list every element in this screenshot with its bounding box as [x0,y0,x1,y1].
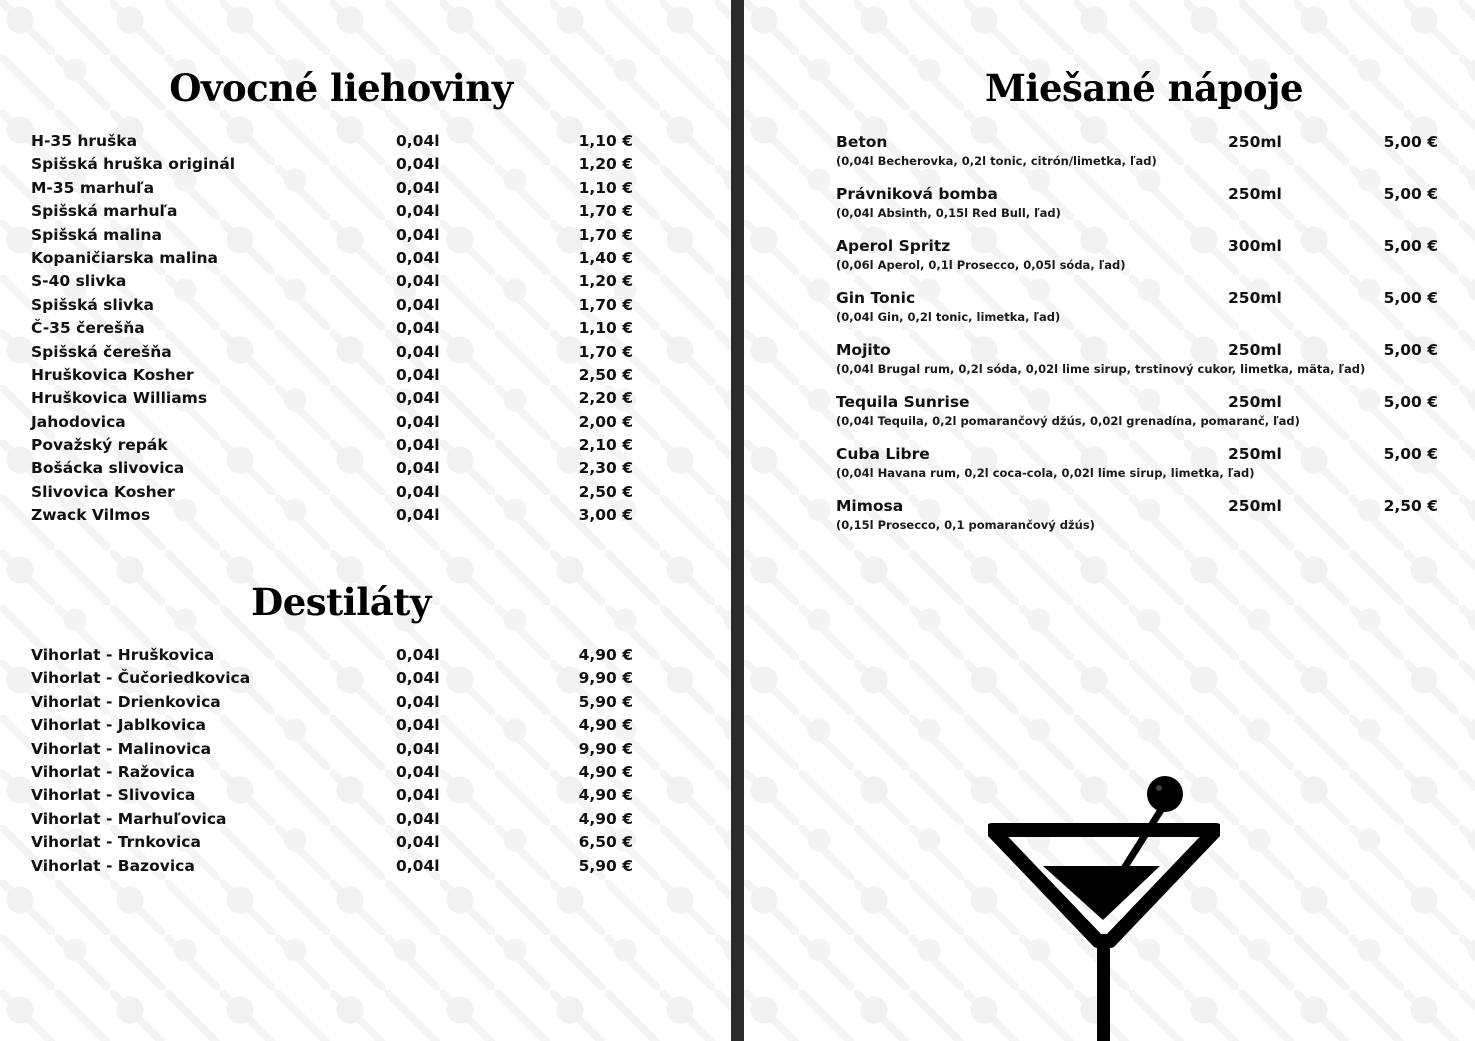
menu-item-row [31,177,633,200]
drink-volume: 250ml [1228,497,1282,515]
item-price: 3,00 € [578,506,633,525]
drink-name: Cuba Libre [836,445,930,463]
distillates-list [31,644,633,878]
item-name: Vihorlat - Čučoriedkovica [31,669,251,688]
item-name: Zwack Vilmos [31,506,151,525]
drink-price: 5,00 € [1383,185,1438,203]
item-volume: 0,04l [396,482,440,501]
drink-price: 5,00 € [1383,445,1438,463]
menu-item-row [31,457,633,480]
item-name: Jahodovica [31,412,126,431]
item-volume: 0,04l [396,248,440,267]
drink-ingredients: (0,06l Aperol, 0,1l Prosecco, 0,05l sóda, ľad) [836,258,1126,272]
item-volume: 0,04l [396,272,440,291]
menu-item-row [31,317,633,340]
drink-name: Mojito [836,341,891,359]
menu-item-row [31,481,633,504]
drink-price: 5,00 € [1383,237,1438,255]
item-volume: 0,04l [396,833,440,852]
drink-name: Gin Tonic [836,289,916,307]
menu-item-row [31,387,633,410]
menu-item-row [31,667,633,690]
menu-item-row [31,411,633,434]
drink-price: 5,00 € [1383,133,1438,151]
item-name: Vihorlat - Jablkovica [31,716,207,735]
item-name: Spišská hruška originál [31,155,236,174]
martini-glass-icon [988,768,1220,1041]
item-volume: 0,04l [396,646,440,664]
item-price: 1,20 € [578,272,633,291]
item-name: Spišská malina [31,225,162,244]
item-volume: 0,04l [396,132,440,150]
drink-price: 5,00 € [1383,289,1438,307]
item-price: 1,70 € [578,225,633,244]
menu-item-row [31,200,633,223]
drink-ingredients: (0,15l Prosecco, 0,1 pomarančový džús) [836,518,1095,532]
item-price: 5,90 € [578,856,633,875]
item-price: 2,00 € [578,412,633,431]
menu-item-row [31,341,633,364]
menu-item-row [31,784,633,807]
left-menu-page [0,0,731,1041]
fruit-spirits-heading: Ovocné liehoviny [169,66,513,110]
menu-item-row [31,808,633,831]
item-name: Vihorlat - Marhuľovica [31,809,227,828]
menu-item-row [31,434,633,457]
item-price: 5,90 € [578,692,633,711]
drink-name: Beton [836,133,888,151]
item-volume: 0,04l [396,295,440,314]
item-volume: 0,04l [396,669,440,688]
drink-volume: 250ml [1228,445,1282,463]
item-volume: 0,04l [396,202,440,221]
item-name: Vihorlat - Bazovica [31,856,195,875]
item-price: 1,70 € [578,342,633,361]
menu-item-row [31,831,633,854]
item-price: 2,50 € [578,365,633,384]
mixed-drink-item [836,235,1438,287]
menu-item-row [31,130,633,153]
drink-ingredients: (0,04l Becherovka, 0,2l tonic, citrón/limetka, ľad) [836,154,1157,168]
item-volume: 0,04l [396,786,440,805]
item-price: 1,10 € [578,319,633,338]
drink-volume: 250ml [1228,393,1282,411]
item-volume: 0,04l [396,762,440,781]
drink-price: 5,00 € [1383,393,1438,411]
menu-item-row [31,714,633,737]
item-name: Spišská čerešňa [31,342,172,361]
page-divider [731,0,744,1041]
item-volume: 0,04l [396,739,440,758]
item-price: 2,30 € [578,459,633,478]
mixed-drink-item [836,183,1438,235]
item-name: Vihorlat - Malinovica [31,739,212,758]
item-price: 9,90 € [578,669,633,688]
mixed-drink-item [836,287,1438,339]
item-volume: 0,04l [396,692,440,711]
drink-ingredients: (0,04l Tequila, 0,2l pomarančový džús, 0,02l grenadína, pomaranč, ľad) [836,414,1300,428]
item-price: 4,90 € [578,716,633,735]
item-name: Vihorlat - Trnkovica [31,833,201,852]
menu-item-row [31,270,633,293]
drink-volume: 250ml [1228,341,1282,359]
item-price: 2,20 € [578,389,633,408]
item-price: 4,90 € [578,809,633,828]
item-volume: 0,04l [396,319,440,338]
item-price: 4,90 € [578,786,633,805]
menu-item-row [31,247,633,270]
drink-volume: 250ml [1228,185,1282,203]
item-name: Vihorlat - Slivovica [31,786,196,805]
item-price: 9,90 € [578,739,633,758]
item-name: Vihorlat - Ražovica [31,762,195,781]
item-volume: 0,04l [396,716,440,735]
drink-volume: 250ml [1228,289,1282,307]
item-price: 1,10 € [578,132,633,150]
item-volume: 0,04l [396,365,440,384]
item-price: 4,90 € [578,646,633,664]
menu-item-row [31,738,633,761]
distillates-heading: Destiláty [251,580,431,624]
item-name: Kopaničiarska malina [31,248,219,267]
item-price: 2,10 € [578,436,633,455]
menu-item-row [31,504,633,527]
menu-item-row [31,691,633,714]
drink-ingredients: (0,04l Gin, 0,2l tonic, limetka, ľad) [836,310,1061,324]
item-volume: 0,04l [396,436,440,455]
item-price: 2,50 € [578,482,633,501]
drink-price: 2,50 € [1383,497,1438,515]
drink-ingredients: (0,04l Absinth, 0,15l Red Bull, ľad) [836,206,1061,220]
item-name: Hruškovica Kosher [31,365,194,384]
item-volume: 0,04l [396,389,440,408]
item-volume: 0,04l [396,809,440,828]
item-volume: 0,04l [396,506,440,525]
menu-item-row [31,761,633,784]
item-name: M-35 marhuľa [31,178,155,197]
mixed-drink-item [836,495,1438,547]
fruit-spirits-list [31,130,633,528]
mixed-drink-item [836,339,1438,391]
menu-item-row [31,294,633,317]
item-name: Vihorlat - Hruškovica [31,646,215,664]
item-name: Vihorlat - Drienkovica [31,692,221,711]
item-price: 1,10 € [578,178,633,197]
item-price: 6,50 € [578,833,633,852]
drink-ingredients: (0,04l Brugal rum, 0,2l sóda, 0,02l lime sirup, trstinový cukor, limetka, mäta, ľad) [836,362,1366,376]
item-name: Považský repák [31,436,168,455]
mixed-drinks-heading: Miešané nápoje [984,66,1304,110]
item-volume: 0,04l [396,178,440,197]
right-menu-page [744,0,1475,1041]
menu-item-row [31,224,633,247]
drink-name: Aperol Spritz [836,237,951,255]
drink-name: Mimosa [836,497,904,515]
item-price: 1,70 € [578,295,633,314]
mixed-drink-item [836,391,1438,443]
drink-volume: 250ml [1228,133,1282,151]
drink-price: 5,00 € [1383,341,1438,359]
item-name: Spišská marhuľa [31,202,178,221]
item-name: Č-35 čerešňa [31,319,145,338]
drink-name: Tequila Sunrise [836,393,970,411]
item-volume: 0,04l [396,225,440,244]
item-name: S-40 slivka [31,272,127,291]
item-volume: 0,04l [396,412,440,431]
item-price: 1,70 € [578,202,633,221]
item-volume: 0,04l [396,342,440,361]
item-volume: 0,04l [396,856,440,875]
drink-name: Právniková bomba [836,185,998,203]
mixed-drinks-list [836,131,1438,547]
menu-item-row [31,855,633,878]
item-price: 1,20 € [578,155,633,174]
item-price: 4,90 € [578,762,633,781]
item-volume: 0,04l [396,459,440,478]
mixed-drink-item [836,443,1438,495]
item-name: Bošácka slivovica [31,459,185,478]
menu-item-row [31,153,633,176]
mixed-drink-item [836,131,1438,183]
item-name: Slivovica Kosher [31,482,175,501]
menu-item-row [31,364,633,387]
item-name: Hruškovica Williams [31,389,208,408]
drink-ingredients: (0,04l Havana rum, 0,2l coca-cola, 0,02l lime sirup, limetka, ľad) [836,466,1255,480]
item-name: H-35 hruška [31,132,138,150]
item-price: 1,40 € [578,248,633,267]
item-volume: 0,04l [396,155,440,174]
drink-volume: 300ml [1228,237,1282,255]
menu-item-row [31,644,633,667]
item-name: Spišská slivka [31,295,154,314]
